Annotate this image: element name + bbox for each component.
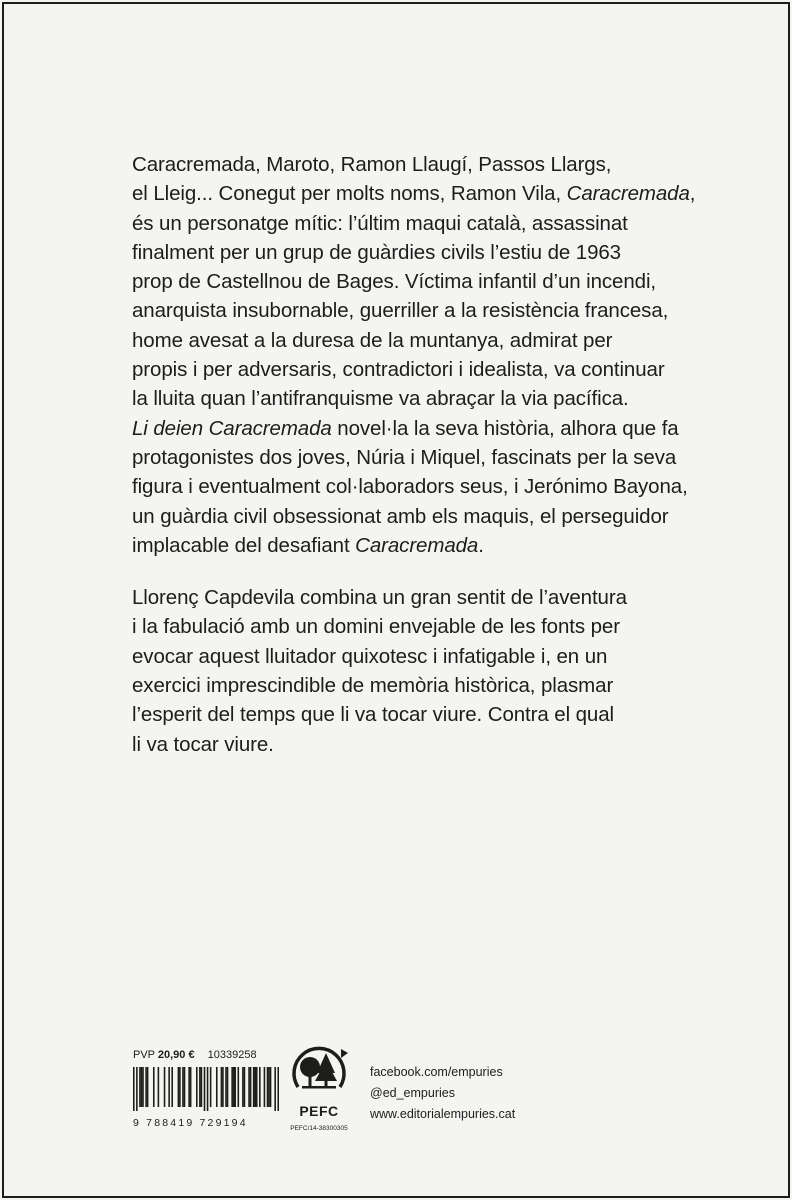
text-line [132, 612, 752, 641]
text-segment: protagonistes dos joves, Núria i Miquel, fascinats per la seva [132, 445, 677, 469]
barcode-bar [153, 1067, 155, 1107]
barcode-bar [267, 1067, 269, 1107]
italic-title: Caracremada [566, 182, 690, 206]
text-segment: i la fabulació amb un domini envejable de les fonts per [132, 615, 620, 639]
barcode-bar [244, 1067, 246, 1107]
blurb-text [132, 150, 752, 759]
barcode-bar [196, 1067, 198, 1107]
text-line [132, 209, 752, 238]
paragraph-gap [132, 560, 752, 583]
barcode-bar [234, 1067, 236, 1107]
text-line [132, 531, 752, 560]
text-line [132, 642, 752, 671]
barcode-bar [204, 1067, 206, 1111]
barcode-bar [145, 1067, 147, 1107]
italic-title: Caracremada [355, 533, 479, 557]
text-segment: home avesat a la duresa de la muntanya, admirat per [132, 328, 613, 352]
barcode-bar [238, 1067, 240, 1107]
text-line [132, 179, 752, 208]
text-line [132, 443, 752, 472]
barcode-bar [141, 1067, 143, 1107]
barcode-bar [277, 1067, 279, 1111]
text-segment: prop de Castellnou de Bages. Víctima infantil d’un incendi, [132, 270, 657, 294]
text-line [132, 355, 752, 384]
barcode-bar [147, 1067, 149, 1107]
barcode-bar [256, 1067, 258, 1107]
text-line [132, 730, 752, 759]
price-label: PVP [133, 1049, 155, 1061]
blurb-paragraph-1 [132, 150, 752, 560]
barcode-bar [201, 1067, 203, 1107]
barcode-bar [250, 1067, 252, 1107]
barcode-bar [222, 1067, 224, 1107]
text-segment: . [478, 533, 484, 557]
text-segment: finalment per un grup de guàrdies civils l’estiu de 1963 [132, 240, 621, 264]
text-segment: el Lleig... Conegut per molts noms, Ramon Vila, [132, 182, 567, 206]
pefc-certification [284, 1043, 354, 1132]
barcode-bar [210, 1067, 212, 1107]
product-code: 10339258 [207, 1049, 257, 1061]
barcode-bar [264, 1067, 266, 1107]
text-line [132, 267, 752, 296]
text-segment: és un personatge mític: l’últim maqui català, assassinat [132, 211, 628, 235]
price-row [133, 1049, 283, 1064]
barcode-bar [136, 1067, 138, 1111]
text-segment: novel·la la seva història, alhora que fa [331, 416, 679, 440]
facebook-link[interactable]: facebook.com/empuries [370, 1065, 503, 1079]
barcode-bar [233, 1067, 235, 1107]
barcode-bar [158, 1067, 160, 1107]
text-line [132, 384, 752, 413]
text-segment: , [689, 182, 696, 206]
barcode-bar [139, 1067, 141, 1107]
barcode-bar [188, 1067, 190, 1107]
barcode-bar [207, 1067, 209, 1111]
blurb-paragraph-2 [132, 583, 752, 759]
text-segment: figura i eventualment col·laboradors seus, i Jerónimo Bayona, [132, 475, 688, 499]
website-link[interactable]: www.editorialempuries.cat [370, 1107, 516, 1121]
text-line [132, 700, 752, 729]
barcode-bar [248, 1067, 250, 1107]
barcode-bar [274, 1067, 276, 1111]
barcode-bar [231, 1067, 233, 1107]
text-line [132, 238, 752, 267]
barcode-bar [133, 1067, 135, 1111]
barcode-block [133, 1049, 283, 1129]
barcode-bar [259, 1067, 261, 1107]
barcode-bar [168, 1067, 170, 1107]
barcode-bar [268, 1067, 270, 1107]
barcode-bar [164, 1067, 166, 1107]
publisher-contacts [370, 1062, 515, 1125]
barcode-bar [199, 1067, 201, 1107]
pefc-tree-logo-icon [288, 1043, 350, 1099]
barcode-bar [242, 1067, 244, 1107]
text-line [132, 583, 752, 612]
text-segment: l’esperit del temps que li va tocar viure. Contra el qual [132, 703, 614, 727]
text-line [132, 326, 752, 355]
text-line [132, 296, 752, 325]
text-segment: implacable del desafiant [132, 533, 356, 557]
barcode-bar [253, 1067, 255, 1107]
text-segment: Caracremada, Maroto, Ramon Llaugí, Passos Llargs, [132, 153, 612, 176]
text-segment: anarquista insubornable, guerriller a la resistència francesa, [132, 299, 669, 323]
barcode-bar [190, 1067, 192, 1107]
text-line [132, 671, 752, 700]
social-handle[interactable]: @ed_empuries [370, 1086, 455, 1100]
pefc-code: PEFC/14-38300305 [290, 1125, 348, 1132]
barcode-bar [227, 1067, 229, 1107]
barcode-bar [179, 1067, 181, 1107]
text-segment: Llorenç Capdevila combina un gran sentit de l’aventura [132, 586, 627, 610]
barcode-bar [225, 1067, 227, 1107]
text-segment: la lluita quan l’antifranquisme va abraçar la via pacífica. [132, 387, 629, 411]
isbn-barcode [133, 1067, 279, 1111]
italic-title: Li deien Caracremada [132, 416, 332, 440]
text-segment: evocar aquest lluitador quixotesc i infatigable i, en un [132, 644, 608, 668]
barcode-bar [270, 1067, 272, 1107]
isbn-digits: 9 788419 729194 [133, 1117, 248, 1129]
barcode-bar [171, 1067, 173, 1107]
barcode-bar [178, 1067, 180, 1107]
text-line [132, 502, 752, 531]
text-segment: un guàrdia civil obsessionat amb els maquis, el perseguidor [132, 504, 669, 528]
text-line [132, 414, 752, 443]
text-line [132, 150, 752, 179]
text-line [132, 472, 752, 501]
barcode-bar [221, 1067, 223, 1107]
text-segment: propis i per adversaris, contradictori i idealista, va continuar [132, 358, 665, 382]
text-segment: exercici imprescindible de memòria històrica, plasmar [132, 674, 614, 698]
text-segment: li va tocar viure. [132, 732, 274, 756]
barcode-bar [184, 1067, 186, 1107]
pefc-label: PEFC [299, 1103, 339, 1119]
barcode-bar [142, 1067, 144, 1107]
barcode-bar [216, 1067, 218, 1107]
barcode-bar [254, 1067, 256, 1107]
barcode-bar [182, 1067, 184, 1107]
price-amount: 20,90 € [157, 1049, 195, 1061]
